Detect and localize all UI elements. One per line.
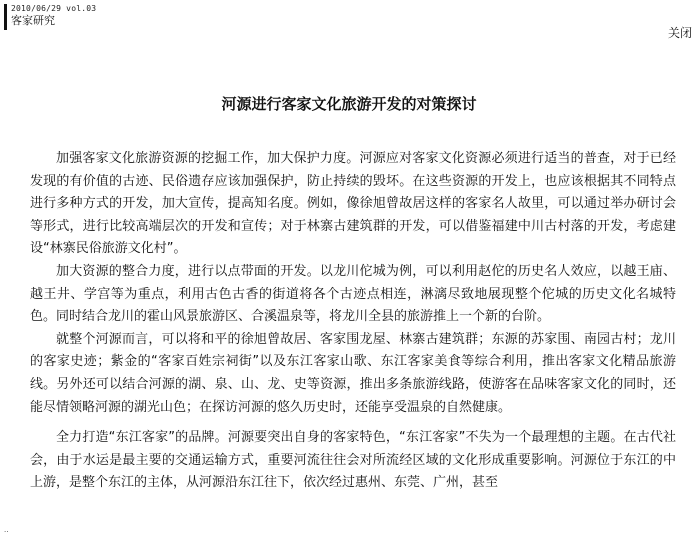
- issue-date: 2010/06/29 vol.03: [11, 4, 97, 13]
- close-link[interactable]: 关闭: [667, 26, 692, 40]
- article-paragraph: 全力打造“东江客家”的品牌。河源要突出自身的客家特色，“东江客家”不失为一个最理想的主题。在古代社会，由于水运是最主要的交通运输方式，重要河流往往会对所流经区域的文化形成重要影响。河源位于东江的中上游，是整个东江的主体，从河源沿东江往下，依次经过惠州、东莞、广州，甚至: [30, 430, 676, 491]
- section-name: 客家研究: [11, 14, 55, 27]
- masthead: [4, 4, 96, 30]
- article-title: 河源进行客家文化旅游开发的对策探讨: [221, 95, 477, 113]
- article-paragraph: 就整个河源而言，可以将和平的徐旭曾故居、客家围龙屋、林寨古建筑群；东源的苏家围、南园古村；龙川的客家史迹；紫金的“客家百姓宗祠街”以及东江客家山歌、东江客家美食等综合利用，推出客家文化精品旅游线。另外还可以结合河源的湖、泉、山、龙、史等资源，推出多条旅游线路，使游客在品味客家文化的同时，还能尽情领略河源的湖光山色；在探访河源的悠久历史时，还能享受温泉的自然健康。: [30, 331, 676, 415]
- article-paragraph: 加强客家文化旅游资源的挖掘工作，加大保护力度。河源应对客家文化资源必须进行适当的普查，对于已经发现的有价值的古迹、民俗遗存应该加强保护，防止持续的毁坏。在这些资源的开发上，也应该根据其不同特点进行多种方式的开发，加大宣传，提高知名度。例如，像徐旭曾故居这样的客家名人故里，可以通过举办研讨会等形式，进行比较高端层次的开发和宣传；对于林寨古建筑群的开发，可以借鉴福建中川古村落的开发，考虑建设“林寨民俗旅游文化村”。: [30, 151, 676, 257]
- article-paragraph: 加大资源的整合力度，进行以点带面的开发。以龙川佗城为例，可以利用赵佗的历史名人效应，以越王庙、越王井、学宫等为重点，利用古色古香的街道将各个古迹点相连，淋漓尽致地展现整个佗城的历史文化名城特色。同时结合龙川的霍山风景旅游区、合溪温泉等，将龙川全县的旅游推上一个新的台阶。: [30, 263, 676, 325]
- footer-mark: ··: [4, 528, 9, 536]
- article-body: [30, 148, 676, 495]
